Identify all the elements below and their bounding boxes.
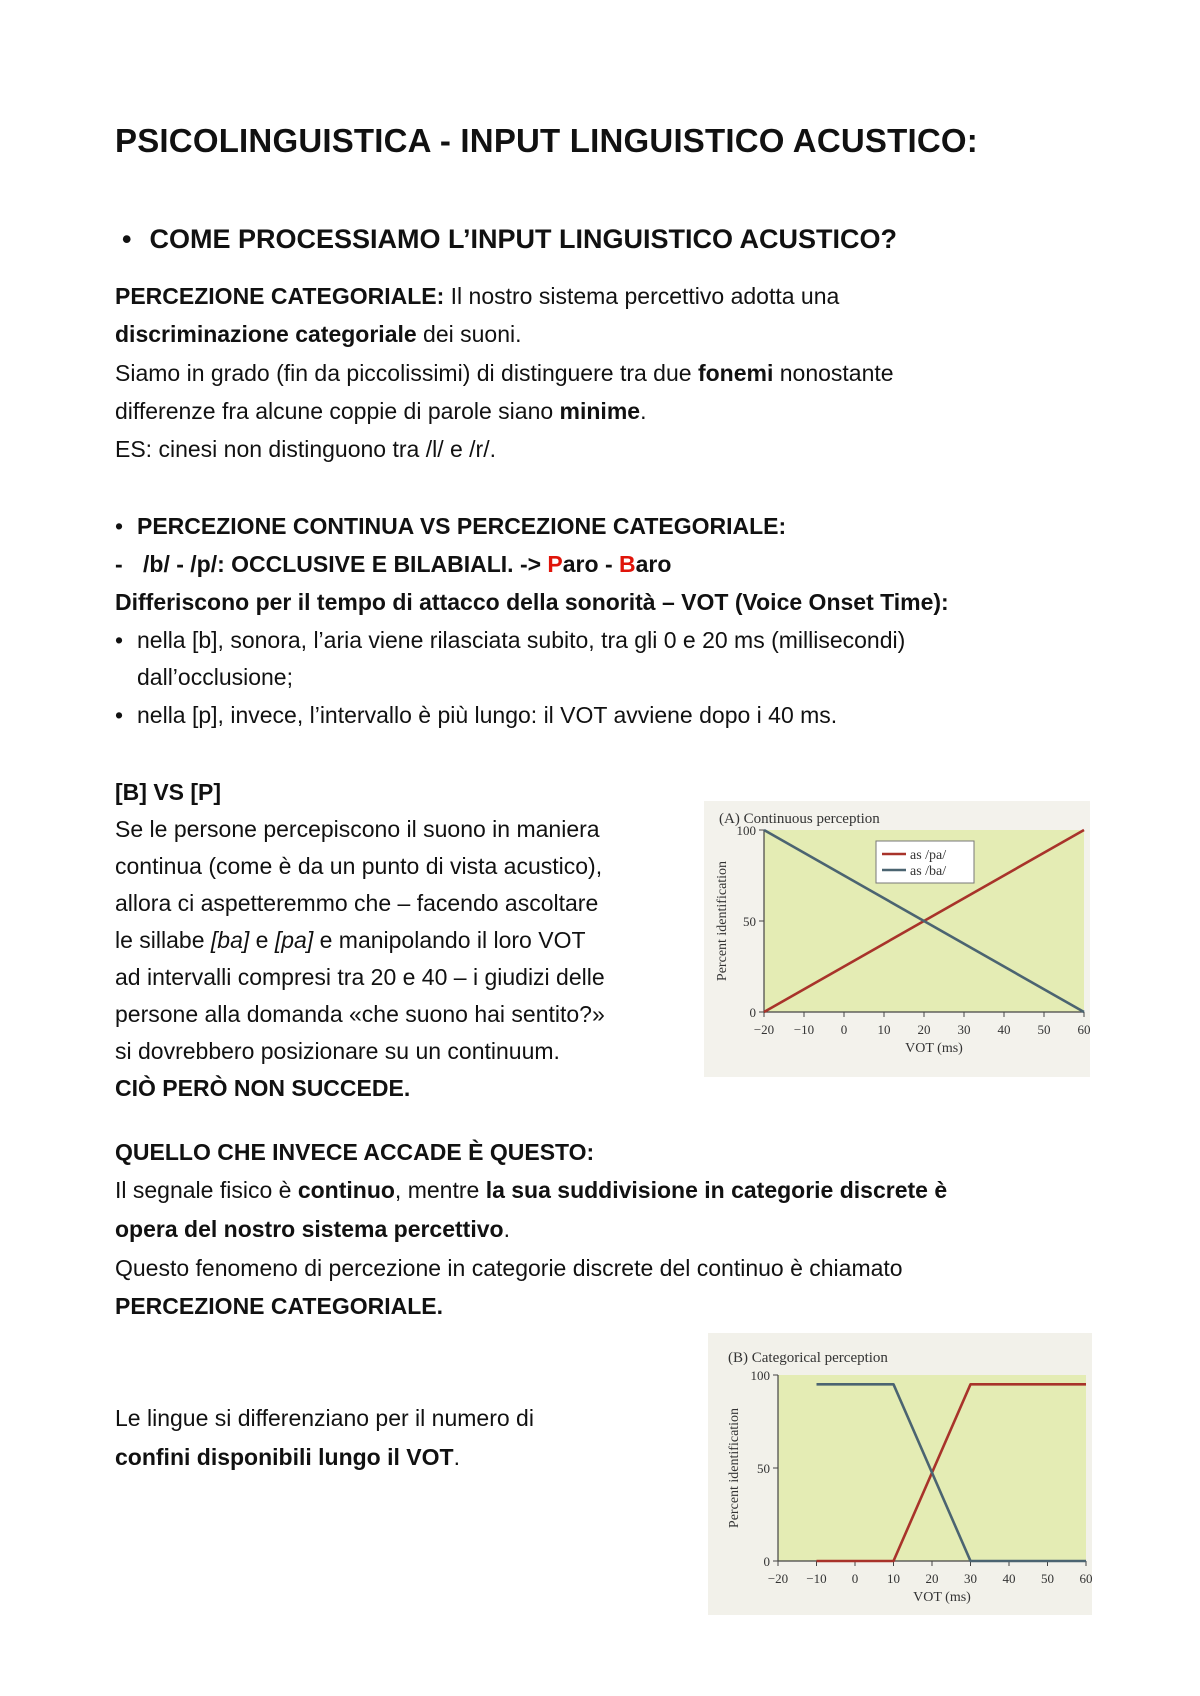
section-heading-accade: QUELLO CHE INVECE ACCADE È QUESTO:: [115, 1139, 595, 1165]
bold-text: discriminazione categoriale: [115, 321, 417, 347]
paragraph-line: [115, 355, 894, 392]
legend-label: as /ba/: [910, 864, 947, 879]
paragraph-line: [115, 1172, 947, 1209]
x-tick-label: −20: [753, 1022, 775, 1037]
italic-text: [ba]: [210, 927, 250, 953]
x-tick-label: −20: [767, 1571, 789, 1586]
x-tick-label: −10: [806, 1571, 827, 1586]
section-heading-bvsp: [B] VS [P]: [115, 779, 222, 805]
x-tick-label: 50: [1041, 1571, 1054, 1586]
emphasis-line: PERCEZIONE CATEGORIALE.: [115, 1293, 443, 1319]
x-axis-label: VOT (ms): [905, 1041, 963, 1056]
y-tick-label: 50: [743, 914, 756, 929]
text: dei suoni.: [416, 321, 522, 347]
dash-icon: -: [115, 551, 123, 577]
italic-text: [pa]: [274, 927, 314, 953]
text: aro: [635, 551, 672, 577]
paragraph-line: ES: cinesi non distinguono tra /l/ e /r/.: [115, 436, 496, 462]
text: /b/ - /p/: OCCLUSIVE E BILABIALI. ->: [143, 551, 548, 577]
x-tick-label: 10: [877, 1022, 891, 1037]
paragraph-line: continua (come è da un punto di vista acustico),: [115, 853, 603, 879]
text: Il nostro sistema percettivo adotta una: [444, 283, 840, 309]
text: differenze fra alcune coppie di parole siano: [115, 398, 560, 424]
x-tick-label: 40: [997, 1022, 1011, 1037]
text: .: [640, 398, 647, 424]
list-item-text: nella [p], invece, l’intervallo è più lungo: il VOT avviene dopo i 40 ms.: [137, 702, 838, 728]
x-tick-label: 30: [957, 1022, 971, 1037]
highlight-letter: B: [619, 551, 636, 577]
section-heading-processing: [122, 224, 897, 255]
y-tick-label: 100: [736, 823, 756, 838]
y-tick-label: 0: [763, 1554, 770, 1569]
list-item-continuation: dall’occlusione;: [137, 664, 293, 690]
x-tick-label: 20: [925, 1571, 939, 1586]
page-title: PSICOLINGUISTICA - INPUT LINGUISTICO ACUSTICO:: [115, 122, 978, 159]
paragraph-line: Se le persone percepiscono il suono in maniera: [115, 816, 600, 842]
section-heading-text: COME PROCESSIAMO L’INPUT LINGUISTICO ACUSTICO?: [149, 224, 897, 254]
bold-text: opera del nostro sistema percettivo: [115, 1216, 504, 1242]
paragraph-line: Le lingue si differenziano per il numero di: [115, 1405, 534, 1431]
y-tick-label: 0: [749, 1005, 756, 1020]
text: .: [503, 1216, 510, 1242]
bullet-icon: •: [115, 627, 124, 653]
list-item: [115, 622, 905, 659]
paragraph-line: [115, 1439, 460, 1476]
plot-area: [778, 1375, 1086, 1561]
chart-svg: [704, 801, 1090, 1077]
y-tick-label: 100: [750, 1368, 770, 1383]
highlight-letter: P: [547, 551, 563, 577]
dash-line: [115, 546, 671, 583]
bullet-icon: •: [122, 224, 132, 254]
vot-definition: Differiscono per il tempo di attacco della sonorità – VOT (Voice Onset Time):: [115, 589, 949, 615]
continuous-perception-chart: [704, 801, 1090, 1077]
bullet-icon: •: [115, 513, 124, 539]
y-axis-label: Percent identification: [715, 860, 730, 982]
list-item: [115, 697, 837, 734]
x-tick-label: 10: [887, 1571, 900, 1586]
text: Siamo in grado (fin da piccolissimi) di distinguere tra due: [115, 360, 698, 386]
list-item-text: nella [b], sonora, l’aria viene rilasciata subito, tra gli 0 e 20 ms (millisecondi): [137, 627, 906, 653]
bold-text: continuo: [297, 1177, 395, 1203]
y-tick-label: 50: [757, 1461, 770, 1476]
chart-title: (B) Categorical perception: [728, 1350, 888, 1366]
x-tick-label: 0: [840, 1022, 848, 1037]
x-tick-label: −10: [793, 1022, 815, 1037]
paragraph-line: [115, 1211, 510, 1248]
bold-text: minime: [559, 398, 641, 424]
bold-text: la sua suddivisione in categorie discrete è: [485, 1177, 948, 1203]
x-tick-label: 40: [1002, 1571, 1016, 1586]
text: .: [453, 1444, 460, 1470]
text: nonostante: [773, 360, 894, 386]
paragraph-line: [115, 922, 586, 959]
bold-text: PERCEZIONE CATEGORIALE:: [115, 283, 445, 309]
x-axis-label: VOT (ms): [913, 1590, 971, 1605]
x-tick-label: 30: [964, 1571, 977, 1586]
bullet-heading: [115, 508, 786, 545]
x-tick-label: 60: [1079, 1571, 1092, 1586]
text: e: [249, 927, 275, 953]
paragraph-line: [115, 316, 522, 353]
text: Il segnale fisico è: [115, 1177, 298, 1203]
paragraph-line: Questo fenomeno di percezione in categorie discrete del continuo è chiamato: [115, 1255, 903, 1281]
y-axis-label: Percent identification: [727, 1407, 742, 1529]
bullet-icon: •: [115, 702, 124, 728]
x-tick-label: 50: [1037, 1022, 1051, 1037]
text: e manipolando il loro VOT: [313, 927, 586, 953]
text: aro -: [562, 551, 619, 577]
legend-label: as /pa/: [910, 848, 947, 863]
x-tick-label: 0: [851, 1571, 859, 1586]
text: le sillabe: [115, 927, 211, 953]
paragraph-line: si dovrebbero posizionare su un continuum.: [115, 1038, 560, 1064]
paragraph-line: ad intervalli compresi tra 20 e 40 – i giudizi delle: [115, 964, 605, 990]
bullet-heading-text: PERCEZIONE CONTINUA VS PERCEZIONE CATEGORIALE:: [137, 513, 787, 539]
bold-text: fonemi: [697, 360, 774, 386]
categorical-perception-chart: [708, 1333, 1092, 1615]
x-tick-label: 20: [917, 1022, 931, 1037]
emphasis-line: CIÒ PERÒ NON SUCCEDE.: [115, 1075, 411, 1101]
text: , mentre: [394, 1177, 486, 1203]
chart-title: (A) Continuous perception: [719, 811, 880, 827]
bold-text: confini disponibili lungo il VOT: [115, 1444, 454, 1470]
paragraph-line: [115, 278, 839, 315]
x-tick-label: 60: [1077, 1022, 1090, 1037]
paragraph-line: persone alla domanda «che suono hai sentito?»: [115, 1001, 605, 1027]
paragraph-line: allora ci aspetteremmo che – facendo ascoltare: [115, 890, 599, 916]
paragraph-line: [115, 393, 646, 430]
chart-svg: [708, 1333, 1092, 1615]
